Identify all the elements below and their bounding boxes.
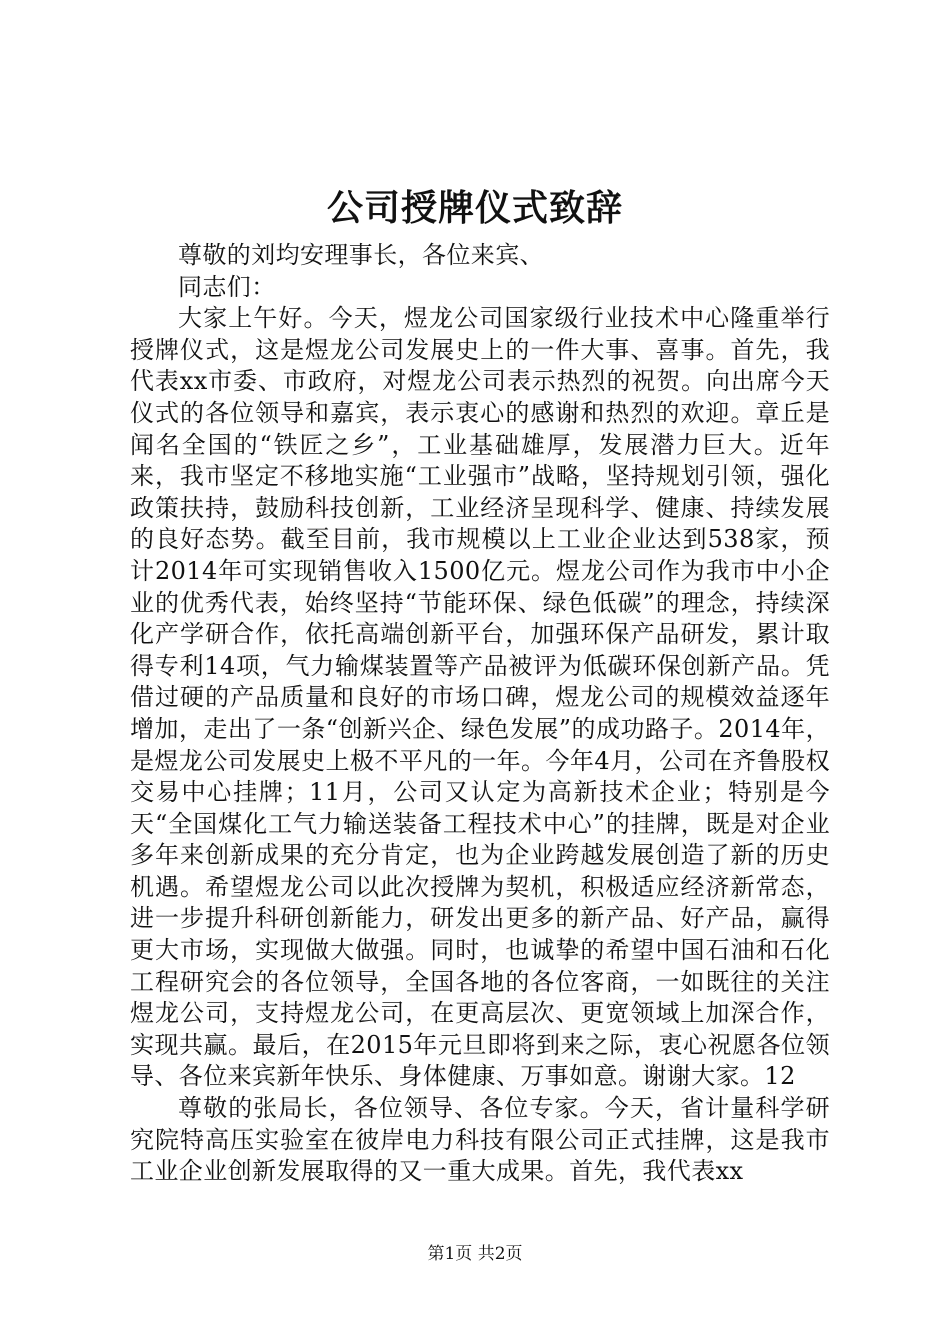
page-number-footer: 第1页 共2页: [427, 1244, 523, 1264]
body-paragraph-1: 大家上午好。今天，煜龙公司国家级行业技术中心隆重举行授牌仪式，这是煜龙公司发展史上的一件大事、喜事。首先，我代表xx市委、市政府，对煜龙公司表示热烈的祝贺。向出席今天仪式的各位领导和嘉宾，表示衷心的感谢和热烈的欢迎。章丘是闻名全国的“铁匠之乡”，工业基础雄厚，发展潜力巨大。近年来，我市坚定不移地实施“工业强市”战略，坚持规划引领，强化政策扶持，鼓励科技创新，工业经济呈现科学、健康、持续发展的良好态势。截至目前，我市规模以上工业企业达到538家，预计2014年可实现销售收入1500亿元。煜龙公司作为我市中小企业的优秀代表，始终坚持“节能环保、绿色低碳”的理念，持续深化产学研合作，依托高端创新平台，加强环保产品研发，累计取得专利14项，气力输煤装置等产品被评为低碳环保创新产品。凭借过硬的产品质量和良好的市场口碑，煜龙公司的规模效益逐年增加，走出了一条“创新兴企、绿色发展”的成功路子。2014年，是煜龙公司发展史上极不平凡的一年。今年4月，公司在齐鲁股权交易中心挂牌；11月，公司又认定为高新技术企业；特别是今天“全国煤化工气力输送装备工程技术中心”的挂牌，既是对企业多年来创新成果的充分肯定，也为企业跨越发展创造了新的历史机遇。希望煜龙公司以此次授牌为契机，积极适应经济新常态，进一步提升科研创新能力，研发出更多的新产品、好产品，赢得更大市场，实现做大做强。同时，也诚挚的希望中国石油和石化工程研究会的各位领导，全国各地的各位客商，一如既往的关注煜龙公司，支持煜龙公司，在更高层次、更宽领域上加深合作，实现共赢。最后，在2015年元旦即将到来之际，衷心祝愿各位领导、各位来宾新年快乐、身体健康、万事如意。谢谢大家。12: [130, 304, 830, 1091]
document-body: [130, 240, 830, 1188]
salutation-paragraph: 尊敬的刘均安理事长，各位来宾、: [178, 241, 544, 269]
page-title: 公司授牌仪式致辞: [326, 187, 623, 229]
salutation-continued-paragraph: 同志们：: [178, 272, 276, 301]
body-paragraph-2: 尊敬的张局长，各位领导、各位专家。今天，省计量科学研究院特高压实验室在彼岸电力科技有限公司正式挂牌，这是我市工业企业创新发展取得的又一重大成果。首先，我代表xx: [130, 1094, 830, 1186]
